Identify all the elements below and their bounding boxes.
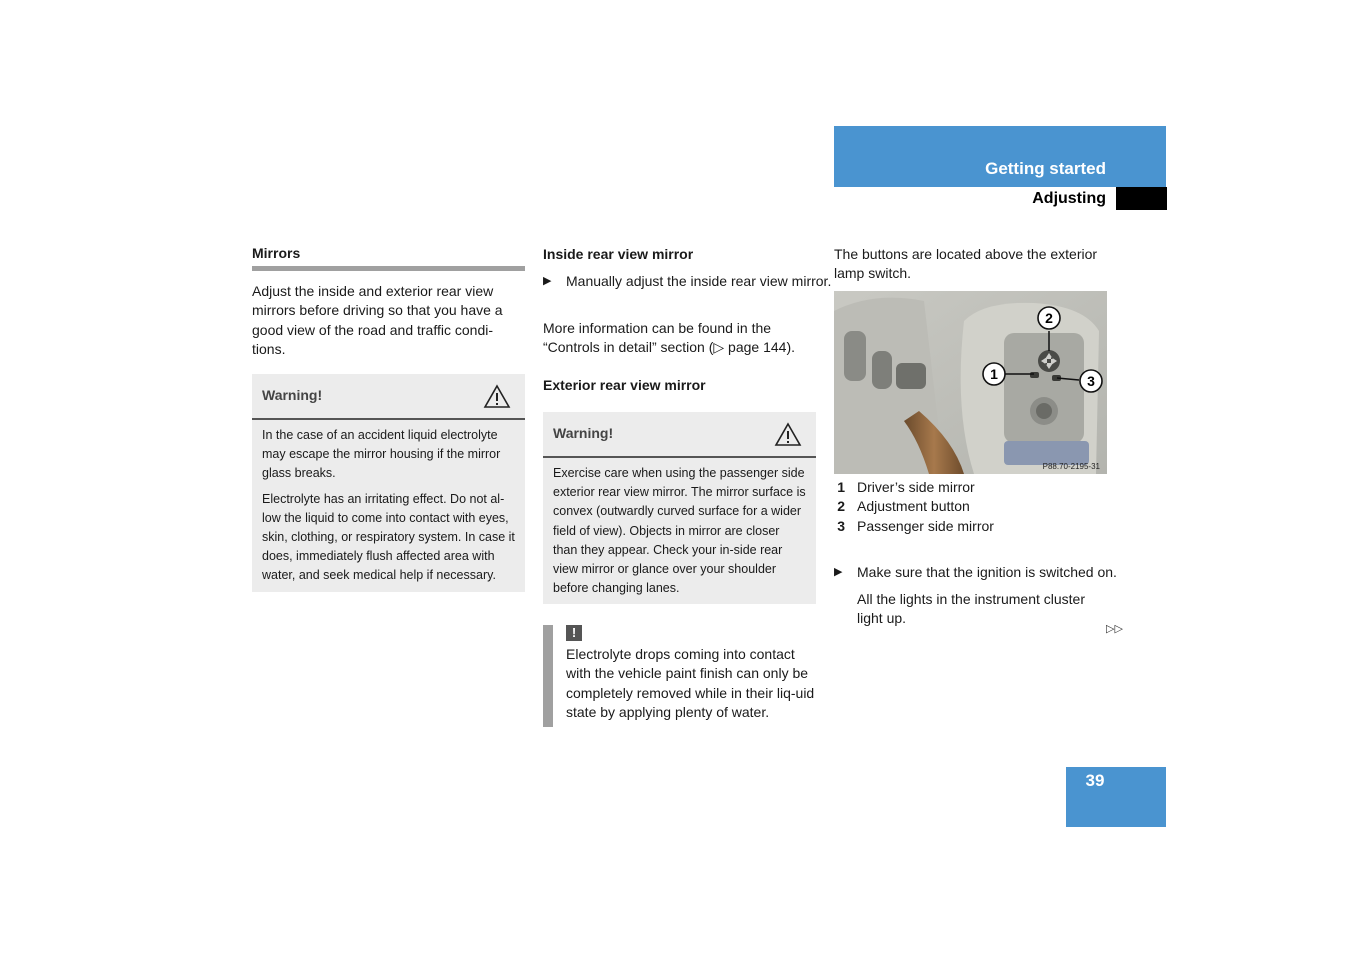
svg-text:2: 2 [1045, 310, 1053, 326]
header-marker [1116, 187, 1167, 210]
warning-label: Warning! [553, 425, 614, 441]
subsection-title: Adjusting [1032, 190, 1106, 207]
warning-paragraph: In the case of an accident liquid electrolyte may escape the mirror housing if the mirror glass breaks. [262, 428, 501, 481]
legend-item [832, 497, 1105, 516]
triangle-right-icon: ▶ [834, 566, 843, 579]
legend-text: Driver’s side mirror [857, 479, 975, 495]
note-bar [543, 625, 553, 727]
warning-paragraph: Electrolyte has an irritating effect. Do not al-low the liquid to come into contact with eyes, skin, clothing, or respiratory system. In case it does, immediately flush affected area with water, and seek medical help if necessary. [262, 491, 515, 583]
legend [832, 478, 1105, 536]
legend-text: Passenger side mirror [857, 517, 994, 534]
image-code: P88.70-2195-31 [1042, 462, 1100, 471]
mirrors-intro: Adjust the inside and exterior rear view mirrors before driving so that you have a good view of the road and traffic condi-tions. [252, 283, 503, 358]
callout-1 [983, 363, 1005, 385]
mirrors-heading: Mirrors [252, 245, 301, 261]
step-text: Make sure that the ignition is switched on. [857, 564, 1117, 581]
callout-2 [1038, 307, 1060, 329]
step-text: Manually adjust the inside rear view mirror. [566, 273, 832, 289]
svg-text:1: 1 [990, 366, 998, 382]
legend-item [832, 517, 1105, 536]
heading-rule [252, 266, 525, 271]
buttons-location-text: The buttons are located above the exterior lamp switch. [834, 246, 1098, 282]
exterior-mirror-heading: Exterior rear view mirror [543, 377, 706, 393]
warning-header [543, 412, 816, 458]
warning-body [252, 420, 525, 592]
legend-text: Adjustment button [857, 498, 970, 515]
mirror-switch-photo [834, 291, 1107, 474]
warning-label: Warning! [262, 387, 323, 403]
continued-icon: ▷▷ [1106, 623, 1123, 635]
warning-triangle-icon [774, 422, 802, 447]
inside-mirror-heading: Inside rear view mirror [543, 246, 694, 262]
section-title: Getting started [985, 159, 1106, 178]
legend-item [832, 478, 1105, 497]
legend-number: 1 [837, 479, 845, 495]
svg-text:3: 3 [1087, 373, 1095, 389]
more-info-text: More information can be found in the “Controls in detail” section (▷ page 144). [543, 320, 795, 356]
legend-number: 3 [837, 517, 845, 534]
warning-triangle-icon [483, 384, 511, 409]
warning-header [252, 374, 525, 420]
warning-body [543, 458, 816, 604]
warning-box-electrolyte [252, 374, 525, 592]
callout-3 [1080, 370, 1102, 392]
warning-paragraph: Exercise care when using the passenger side exterior rear view mirror. The mirror surface is convex (outwardly curved surface for a wider field of view). Objects in mirror are closer than they appear. Check your in-side rear view mirror or glance over your shoulder before changing lanes. [553, 466, 806, 596]
step-result: All the lights in the instrument cluster light up. [857, 591, 1085, 627]
page-number: 39 [1085, 771, 1105, 790]
exclamation-icon: ! [566, 625, 582, 641]
inside-mirror-step [543, 272, 839, 291]
paint-note: Electrolyte drops coming into contact with the vehicle paint finish can only be completely removed while in their liq-uid state by applying plenty of water. [566, 646, 815, 721]
triangle-right-icon: ▶ [543, 275, 552, 287]
ignition-step [834, 563, 1130, 582]
legend-number: 2 [837, 498, 845, 515]
warning-box-convex [543, 412, 816, 604]
